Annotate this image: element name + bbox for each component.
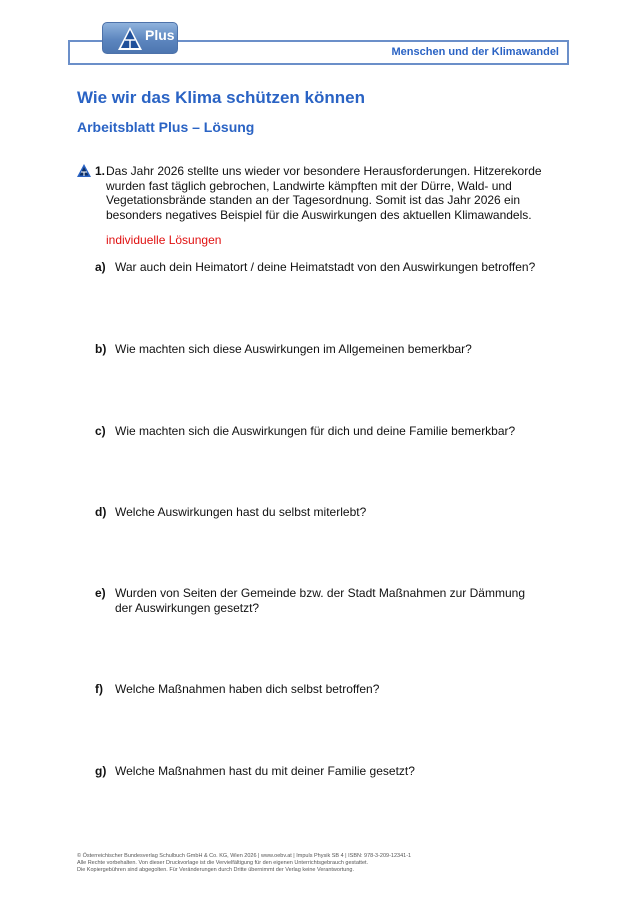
question-label: c) bbox=[95, 424, 106, 438]
question-label: d) bbox=[95, 505, 107, 519]
question-label: e) bbox=[95, 586, 106, 600]
section-title: Menschen und der Klimawandel bbox=[391, 46, 559, 58]
question-label: b) bbox=[95, 342, 107, 356]
question-label: a) bbox=[95, 260, 106, 274]
question-text: Wurden von Seiten der Gemeinde bzw. der Stadt Maßnahmen zur Dämmung der Auswirkungen gesetzt? bbox=[115, 586, 525, 615]
footer-copyright: © Österreichischer Bundesverlag Schulbuch GmbH & Co. KG, Wien 2026 | www.oebv.at | Impuls Physik SB 4 | ISBN: 978-3-209-12341-1 bbox=[77, 853, 412, 859]
page-subtitle: Arbeitsblatt Plus – Lösung bbox=[77, 119, 255, 135]
solution-text: individuelle Lösungen bbox=[106, 233, 222, 247]
pyramid-task-icon bbox=[77, 164, 91, 177]
logo-text: Plus bbox=[145, 27, 175, 43]
question-text: Wie machten sich die Auswirkungen für dich und deine Familie bemerkbar? bbox=[115, 424, 516, 438]
footer-rights: Alle Rechte vorbehalten. Von dieser Druckvorlage ist die Vervielfältigung für den eigenen Unterrichtsgebrauch gestattet. bbox=[77, 860, 369, 866]
pyramid-icon bbox=[117, 26, 143, 52]
question-label: g) bbox=[95, 764, 107, 778]
plus-logo bbox=[102, 22, 178, 54]
question-label: f) bbox=[95, 682, 103, 696]
task-text: Das Jahr 2026 stellte uns wieder vor besondere Herausforderungen. Hitzerekorde wurden fast täglich gebrochen, Landwirte kämpften mit der Dürre, Wald- und Vegetationsbrände standen an der Tagesordnung. Somit ist das Jahr 2026 ein besonders negatives Beispiel für die Auswirkungen des aktuellen Klimawandels. bbox=[106, 164, 542, 222]
task-number: 1. bbox=[95, 164, 106, 178]
question-text: Welche Maßnahmen hast du mit deiner Familie gesetzt? bbox=[115, 764, 415, 778]
question-text: War auch dein Heimatort / deine Heimatstadt von den Auswirkungen betroffen? bbox=[115, 260, 536, 274]
page-title: Wie wir das Klima schützen können bbox=[77, 88, 365, 107]
question-text: Wie machten sich diese Auswirkungen im Allgemeinen bemerkbar? bbox=[115, 342, 472, 356]
footer-fees: Die Kopiergebühren sind abgegolten. Für Veränderungen durch Dritte übernimmt der Verlag keine Verantwortung. bbox=[77, 867, 355, 873]
question-text: Welche Maßnahmen haben dich selbst betroffen? bbox=[115, 682, 380, 696]
footer bbox=[77, 853, 557, 874]
question-text: Welche Auswirkungen hast du selbst miterlebt? bbox=[115, 505, 367, 519]
